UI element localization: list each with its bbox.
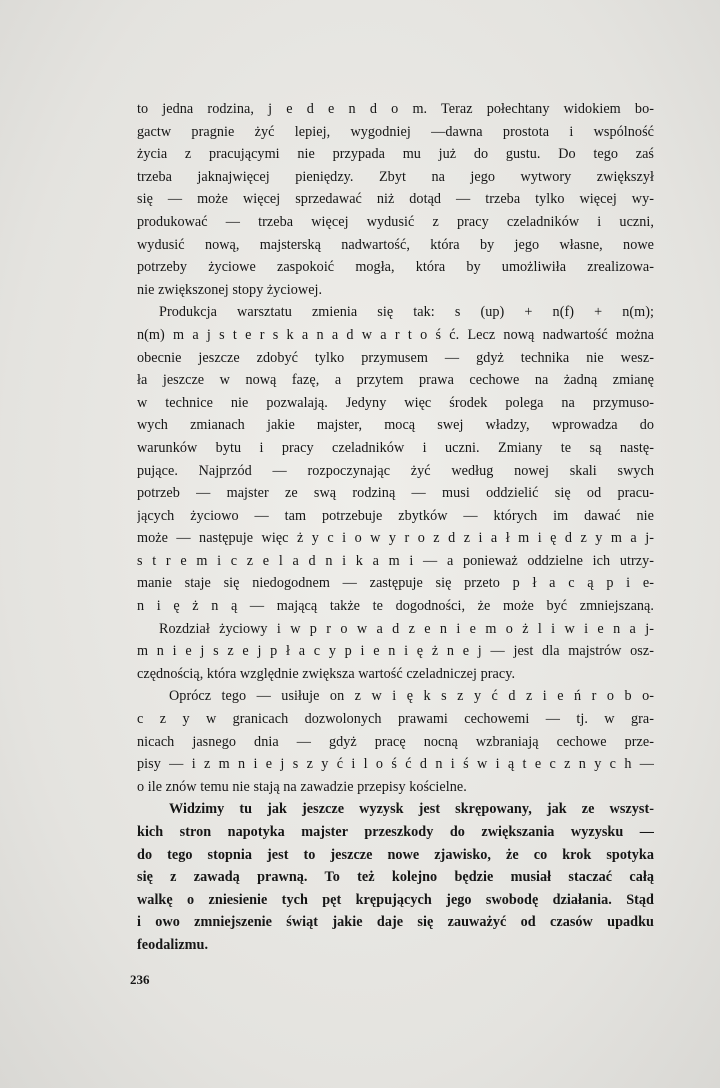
text-line: Rozdział życiowy i w p r o w a d z e n i e m o ż l i w i e n a j- xyxy=(159,620,654,637)
text-line: jących życiowo — tam potrzebuje zbytków — których im dawać nie xyxy=(137,507,654,524)
text-line: ła jeszcze w nową fazę, a przytem prawa cechowe na żadną zmianę xyxy=(137,372,654,389)
text-line: nicach jasnego dnia — gdyż pracę nocną wzbraniają cechowe prze- xyxy=(137,733,654,750)
body-text xyxy=(137,98,654,957)
text-line: walkę o zniesienie tych pęt krępujących jego swobodę działania. Stąd xyxy=(137,891,654,908)
text-line: w technice nie pozwalają. Jedyny więc środek polega na przymuso- xyxy=(137,394,654,411)
text-line: pisy — i z m n i e j s z y ć i l o ś ć d n i ś w i ą t e c z n y c h — xyxy=(137,756,654,773)
text-line: kich stron napotyka majster przeszkody do zwiększania wyzysku — xyxy=(137,824,654,840)
text-line: Produkcja warsztatu zmienia się tak: s (up) + n(f) + n(m); xyxy=(159,304,654,321)
text-line: życia z pracującymi nie przypada mu już do gustu. Do tego zaś xyxy=(137,146,654,163)
text-line: produkować — trzeba więcej wydusić z pracy czeladników i uczni, xyxy=(137,213,654,230)
text-line: n i ę ż n ą — mającą także te dogodności, że może być zmniejszaną. xyxy=(137,598,654,615)
text-line: o ile znów temu nie stają na zawadzie przepisy kościelne. xyxy=(137,778,467,795)
text-line: gactw pragnie żyć lepiej, wygodniej —dawna prostota i wspólność xyxy=(137,123,654,140)
text-line: wych zmianach jakie majster, mocą swej władzy, wprowadza do xyxy=(137,417,654,434)
text-line: do tego stopnia jest to jeszcze nowe zjawisko, że co krok spotyka xyxy=(137,846,654,863)
text-line: manie staje się niedogodnem — zastępuje się przeto p ł a c ą p i e- xyxy=(137,575,654,592)
text-line: Widzimy tu jak jeszcze wyzysk jest skrępowany, jak ze wszyst- xyxy=(169,801,654,818)
text-line: wydusić nową, majsterską nadwartość, która by jego własne, nowe xyxy=(137,236,654,253)
text-line: Oprócz tego — usiłuje on z w i ę k s z y ć d z i e ń r o b o- xyxy=(169,688,654,705)
text-line: c z y w granicach dozwolonych prawami cechowemi — tj. w gra- xyxy=(137,711,654,728)
text-line: czędnością, która względnie zwiększa wartość czeladniczej pracy. xyxy=(137,665,516,682)
text-line: s t r e m i c z e l a d n i k a m i — a ponieważ oddzielne ich utrzy- xyxy=(137,552,654,569)
text-line: pujące. Najprzód — rozpoczynając żyć według nowej skali swych xyxy=(137,462,654,479)
text-line: może — następuje więc ż y c i o w y r o z d z i a ł m i ę d z y m a j- xyxy=(137,530,654,547)
text-line: to jedna rodzina, j e d e n d o m. Teraz połechtany widokiem bo- xyxy=(137,101,654,117)
text-line: m n i e j s z e j p ł a c y p i e n i ę ż n e j — jest dla majstrów osz- xyxy=(137,643,654,660)
text-line: potrzeb — majster ze swą rodziną — musi oddzielić się od pracu- xyxy=(137,485,654,502)
text-line: i owo zmniejszenie świąt jakie daje się zauważyć od czasów upadku xyxy=(137,914,654,931)
text-line: się — może więcej sprzedawać niż dotąd — trzeba tylko więcej wy- xyxy=(137,191,654,208)
page-number: 236 xyxy=(130,972,150,987)
text-line: warunków bytu i pracy czeladników i uczni. Zmiany te są nastę- xyxy=(137,439,654,456)
text-line: feodalizmu. xyxy=(137,936,209,953)
text-line: potrzeby życiowe zaspokoić mogła, która by umożliwiła zrealizowa- xyxy=(137,259,654,276)
text-line: trzeba jaknajwięcej pieniędzy. Zbyt na jego wytwory zwiększył xyxy=(137,168,654,185)
text-line: się z zawadą prawną. To też kolejno będzie musiał staczać całą xyxy=(137,869,654,886)
text-line: obecnie jeszcze zdobyć tylko przymusem — gdyż technika nie wesz- xyxy=(137,349,654,366)
text-line: nie zwiększonej stopy życiowej. xyxy=(137,281,323,298)
text-line: n(m) m a j s t e r s k a n a d w a r t o ś ć. Lecz nową nadwartość można xyxy=(137,326,654,343)
